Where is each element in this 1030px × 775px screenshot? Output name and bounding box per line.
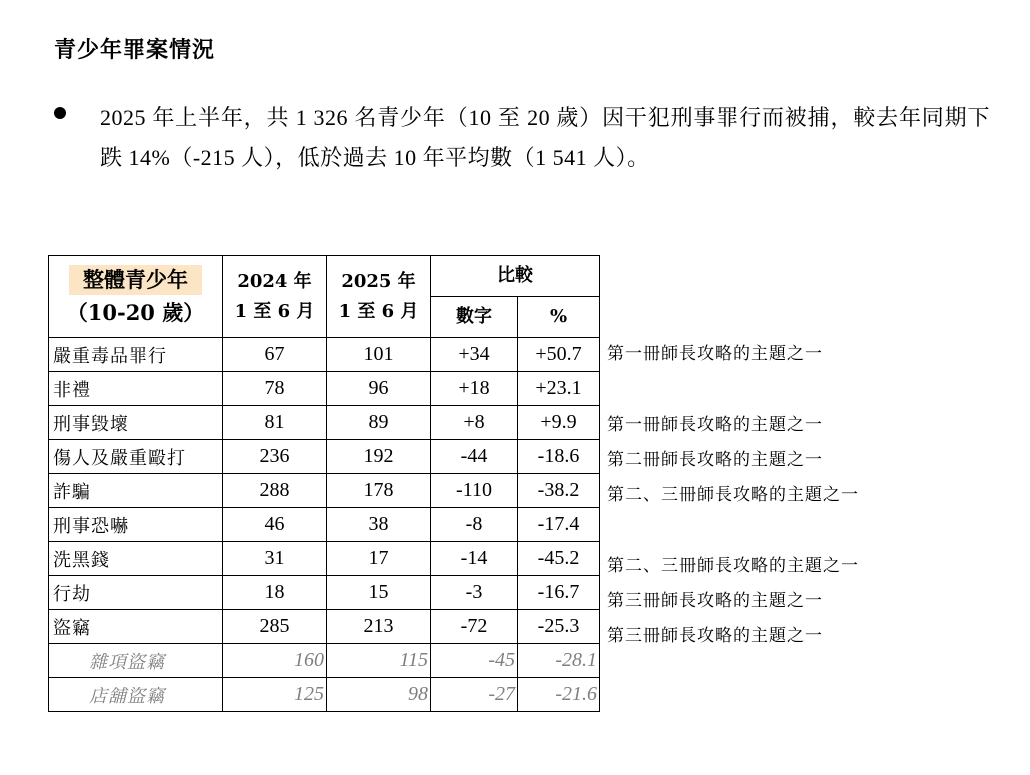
row-diff-value: +34 — [431, 338, 518, 372]
row-diff-value: -110 — [431, 474, 518, 508]
table-row — [49, 440, 600, 474]
row-label: 傷人及嚴重毆打 — [49, 440, 223, 474]
row-2025-value: 98 — [327, 678, 431, 712]
row-2025-value: 115 — [327, 644, 431, 678]
row-2025-value: 17 — [327, 542, 431, 576]
row-percent-value: +50.7 — [518, 338, 600, 372]
row-percent-value: -38.2 — [518, 474, 600, 508]
row-diff-value: -14 — [431, 542, 518, 576]
table-row — [49, 406, 600, 440]
row-2025-value: 213 — [327, 610, 431, 644]
row-diff-value: -45 — [431, 644, 518, 678]
col-2025-header-line2: 1 至 6 月 — [338, 300, 419, 322]
table-row — [49, 610, 600, 644]
row-label: 嚴重毒品罪行 — [49, 338, 223, 372]
row-label: 行劫 — [49, 576, 223, 610]
row-2025-value: 192 — [327, 440, 431, 474]
table-row — [49, 576, 600, 610]
row-2024-value: 81 — [223, 406, 327, 440]
row-diff-value: +18 — [431, 372, 518, 406]
row-diff-value: -27 — [431, 678, 518, 712]
row-percent-value: +23.1 — [518, 372, 600, 406]
row-percent-value: -28.1 — [518, 644, 600, 678]
row-label: 刑事恐嚇 — [49, 508, 223, 542]
corner-header-cell — [49, 256, 223, 338]
row-label: 盜竊 — [49, 610, 223, 644]
table-row — [49, 372, 600, 406]
row-side-note: 第二、三冊師長攻略的主題之一 — [607, 485, 859, 506]
row-diff-value: -8 — [431, 508, 518, 542]
table-subrow — [49, 678, 600, 712]
row-label: 詐騙 — [49, 474, 223, 508]
corner-header-line1: 整體青少年 — [69, 265, 202, 295]
bullet-dot-icon — [54, 107, 66, 119]
row-2024-value: 285 — [223, 610, 327, 644]
corner-header-line2: （10-20 歲） — [66, 299, 205, 325]
table-header-row — [49, 256, 600, 297]
row-side-note: 第二冊師長攻略的主題之一 — [607, 449, 823, 470]
row-label: 洗黑錢 — [49, 542, 223, 576]
table-row — [49, 542, 600, 576]
table-row — [49, 338, 600, 372]
row-2024-value: 288 — [223, 474, 327, 508]
row-2024-value: 31 — [223, 542, 327, 576]
row-side-note: 第一冊師長攻略的主題之一 — [607, 414, 823, 435]
row-2024-value: 125 — [223, 678, 327, 712]
row-2025-value: 96 — [327, 372, 431, 406]
row-2024-value: 78 — [223, 372, 327, 406]
row-percent-value: -16.7 — [518, 576, 600, 610]
row-2024-value: 46 — [223, 508, 327, 542]
row-diff-value: -72 — [431, 610, 518, 644]
row-percent-value: -17.4 — [518, 508, 600, 542]
col-2024-header-line2: 1 至 6 月 — [234, 300, 315, 322]
row-percent-value: -25.3 — [518, 610, 600, 644]
row-percent-value: -45.2 — [518, 542, 600, 576]
section-title: 青少年罪案情況 — [54, 37, 216, 63]
compare-number-header: 數字 — [431, 297, 518, 338]
row-side-note: 第三冊師長攻略的主題之一 — [607, 591, 823, 612]
row-2025-value: 101 — [327, 338, 431, 372]
row-2025-value: 15 — [327, 576, 431, 610]
row-percent-value: -18.6 — [518, 440, 600, 474]
row-percent-value: -21.6 — [518, 678, 600, 712]
table-row — [49, 508, 600, 542]
row-2025-value: 38 — [327, 508, 431, 542]
youth-crime-table — [48, 255, 600, 712]
bullet-text: 2025 年上半年，共 1 326 名青少年（10 至 20 歲）因干犯刑事罪行而被捕，較去年同期下跌 14%（-215 人），低於過去 10 年平均數（1 541 人）。 — [100, 105, 990, 170]
col-2024-header — [223, 256, 327, 338]
row-side-note: 第三冊師長攻略的主題之一 — [607, 626, 823, 647]
col-2025-header-line1: 2025 年 — [341, 270, 416, 292]
row-2024-value: 160 — [223, 644, 327, 678]
row-diff-value: -3 — [431, 576, 518, 610]
row-label: 刑事毀壞 — [49, 406, 223, 440]
row-diff-value: +8 — [431, 406, 518, 440]
row-2024-value: 18 — [223, 576, 327, 610]
compare-percent-header: % — [518, 297, 600, 338]
row-label: 雜項盜竊 — [49, 644, 223, 678]
row-2024-value: 236 — [223, 440, 327, 474]
row-side-note: 第一冊師長攻略的主題之一 — [607, 344, 823, 364]
row-percent-value: +9.9 — [518, 406, 600, 440]
table-subrow — [49, 644, 600, 678]
row-2025-value: 178 — [327, 474, 431, 508]
col-2024-header-line1: 2024 年 — [237, 270, 312, 292]
row-diff-value: -44 — [431, 440, 518, 474]
row-2024-value: 67 — [223, 338, 327, 372]
row-2025-value: 89 — [327, 406, 431, 440]
compare-header: 比較 — [431, 256, 600, 297]
row-label: 非禮 — [49, 372, 223, 406]
table-row — [49, 474, 600, 508]
row-side-note: 第二、三冊師長攻略的主題之一 — [607, 555, 859, 576]
row-label: 店舖盜竊 — [49, 678, 223, 712]
col-2025-header — [327, 256, 431, 338]
